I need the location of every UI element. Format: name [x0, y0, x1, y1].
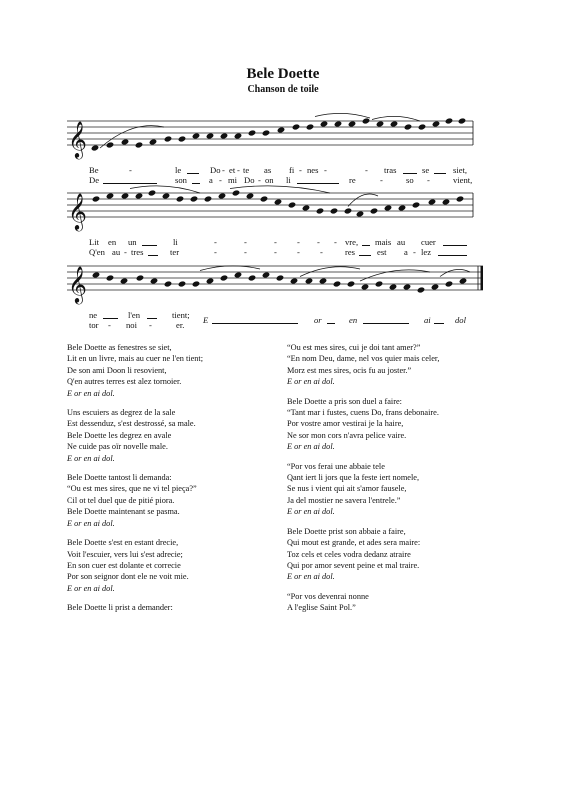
note-head	[192, 280, 200, 287]
verse-line: “Tant mar i fustes, cuens Do, frans debonaire.	[287, 408, 439, 418]
verse-line: Lit en un livre, mais au cuer ne l'en tient;	[67, 354, 204, 364]
lyric-syllable: ne	[89, 310, 98, 320]
lyric-syllable: au	[112, 247, 121, 257]
verse-line: Cil ot tel duel que de pitié piora.	[67, 495, 175, 505]
note-head	[277, 126, 285, 133]
final-bar-line	[481, 266, 484, 290]
verse-line: “En nom Deu, dame, nel vos quier mais celer,	[287, 354, 440, 364]
verse-line: Por son seignor dont ele ne voit mie.	[67, 572, 189, 582]
slur	[348, 194, 378, 207]
verse-line: Se nus i vient qui ait s'amor fausele,	[287, 484, 407, 494]
lyric-syllable: te	[243, 165, 250, 175]
stanza	[67, 602, 307, 613]
verse-line: En son cuer est dolante et correcie	[67, 560, 181, 570]
lyric-syllable: l'en	[128, 310, 141, 320]
note-head	[148, 189, 156, 196]
note-head	[370, 207, 378, 214]
lyric-syllable: vre,	[345, 237, 359, 247]
note-head	[306, 123, 314, 130]
note-head	[121, 192, 129, 199]
lyric-extender	[359, 255, 371, 256]
stanza	[287, 591, 527, 614]
lyric-hyphen: -	[380, 175, 383, 185]
lyric-hyphen: -	[334, 237, 337, 247]
stanza	[67, 472, 307, 529]
refrain-syllable: or	[314, 315, 322, 325]
stanza	[67, 537, 307, 594]
note-head	[246, 192, 254, 199]
note-head	[347, 280, 355, 287]
treble-clef-icon: 𝄞	[68, 265, 87, 303]
lyric-syllable: noi	[126, 320, 137, 330]
note-head	[162, 192, 170, 199]
note-head	[220, 274, 228, 281]
note-head	[135, 141, 143, 148]
note-head	[384, 204, 392, 211]
verse-line: “Ou est mes sires, que ne vi tel pieça?”	[67, 484, 197, 494]
note-head	[220, 132, 228, 139]
note-head	[390, 120, 398, 127]
lyric-syllable: tor	[89, 320, 99, 330]
note-head	[432, 120, 440, 127]
note-head	[260, 195, 268, 202]
lyric-syllable: ter	[170, 247, 180, 257]
note-head	[121, 138, 129, 145]
verse-line: Bele Doette prist son abbaie a faire,	[287, 526, 406, 536]
poem-column-right	[287, 342, 527, 622]
note-head	[192, 132, 200, 139]
note-head	[389, 283, 397, 290]
note-head	[404, 123, 412, 130]
note-head	[276, 274, 284, 281]
verse-line: “Por vos devenrai nonne	[287, 591, 369, 601]
note-head	[403, 283, 411, 290]
lyric-extender	[443, 245, 467, 246]
lyric-hyphen: -	[214, 247, 217, 257]
lyric-syllable: tient;	[172, 310, 190, 320]
lyric-syllable: lez	[421, 247, 432, 257]
note-head	[320, 120, 328, 127]
lyric-syllable: cuer	[421, 237, 436, 247]
lyric-hyphen: -	[320, 247, 323, 257]
note-head	[361, 283, 369, 290]
note-head	[288, 201, 296, 208]
stanza	[287, 342, 527, 388]
verse-line: Bele Doette li prist a demander:	[67, 603, 173, 613]
note-head	[92, 195, 100, 202]
note-head	[234, 132, 242, 139]
note-head	[150, 277, 158, 284]
lyric-syllable: res	[345, 247, 356, 257]
note-head	[120, 277, 128, 284]
lyric-syllable: on	[265, 175, 274, 185]
stanza	[67, 407, 307, 464]
slur	[440, 269, 470, 276]
lyric-syllable: et	[229, 165, 236, 175]
lyric-extender	[192, 183, 200, 184]
verse-line: Ne sor mon cors n'avra pelice vaire.	[287, 430, 407, 440]
lyric-syllable: siet,	[453, 165, 468, 175]
lyric-syllable: as	[264, 165, 272, 175]
verse-line: Bele Doette maintenant se pasma.	[67, 507, 180, 517]
verse-line: “Ou est mes sires, cui je doi tant amer?”	[287, 343, 421, 352]
note-head	[305, 277, 313, 284]
lyric-syllable: le	[175, 165, 182, 175]
refrain-line: E or en ai dol.	[67, 583, 115, 593]
lyric-syllable: Do	[244, 175, 255, 185]
staff-system-3	[67, 265, 483, 304]
lyric-syllable: Be	[89, 165, 99, 175]
note-head	[164, 135, 172, 142]
lyric-extender	[103, 183, 157, 184]
lyric-syllable: a	[209, 175, 213, 185]
stanza	[287, 526, 527, 583]
note-head	[333, 280, 341, 287]
verse-line: Est dessenduz, s'est destrossé, sa male.	[67, 419, 196, 429]
lyric-syllable: Lit	[89, 237, 100, 247]
refrain-line: E or en ai dol.	[287, 377, 335, 387]
lyric-syllable: De	[89, 175, 100, 185]
lyric-hyphen: -	[365, 165, 368, 175]
refrain-line: E or en ai dol.	[67, 453, 115, 463]
lyric-syllable: fi	[289, 165, 295, 175]
slur	[372, 116, 420, 121]
note-head	[428, 198, 436, 205]
lyric-syllable: re	[349, 175, 356, 185]
note-head	[176, 195, 184, 202]
note-head	[375, 280, 383, 287]
lyric-syllable: mi	[228, 175, 238, 185]
note-head	[135, 192, 143, 199]
lyric-syllable: er.	[176, 320, 185, 330]
lyric-extender	[434, 323, 444, 324]
verse-line: Ne cuide pas oïr novelle male.	[67, 442, 168, 452]
verse-line: De son ami Doon li resovient,	[67, 365, 167, 375]
note-head	[445, 117, 453, 124]
note-head	[319, 277, 327, 284]
lyric-hyphen: -	[219, 175, 222, 185]
verse-line: Qant iert li jors que la feste iert nomele,	[287, 473, 420, 483]
lyric-syllable: au	[397, 237, 406, 247]
stanza	[287, 461, 527, 518]
slur	[230, 186, 330, 193]
lyric-syllable: est	[377, 247, 387, 257]
lyric-extender	[142, 245, 157, 246]
note-head	[190, 195, 198, 202]
treble-clef-icon: 𝄞	[68, 120, 87, 158]
lyric-extender	[297, 183, 339, 184]
note-head	[334, 120, 342, 127]
verse-line: Toz cels et celes vodra dedanz atraire	[287, 549, 411, 559]
slur	[360, 270, 430, 281]
refrain-line: E or en ai dol.	[67, 388, 115, 398]
note-head	[348, 120, 356, 127]
note-head	[417, 286, 425, 293]
note-head	[149, 138, 157, 145]
lyric-extender	[327, 323, 335, 324]
note-head	[178, 280, 186, 287]
lyric-hyphen: -	[222, 165, 225, 175]
note-head	[431, 283, 439, 290]
lyric-hyphen: -	[108, 320, 111, 330]
lyric-extender	[212, 323, 298, 324]
verse-line: Bele Doette as fenestres se siet,	[67, 343, 172, 352]
refrain-line: E or en ai dol.	[287, 442, 335, 452]
slur	[300, 267, 360, 277]
note-head	[445, 280, 453, 287]
verse-line: “Por vos ferai une abbaie tele	[287, 461, 385, 471]
lyric-syllable: so	[406, 175, 414, 185]
note-head	[136, 274, 144, 281]
lyric-hyphen: -	[297, 247, 300, 257]
note-head	[330, 207, 338, 214]
note-head	[92, 271, 100, 278]
stanza	[287, 396, 527, 453]
lyric-syllable: a	[404, 247, 408, 257]
note-head	[458, 117, 466, 124]
lyric-extender	[403, 173, 417, 174]
slur	[200, 266, 260, 271]
note-head	[106, 274, 114, 281]
song-title: Bele Doette	[246, 66, 320, 82]
lyric-hyphen: -	[258, 175, 261, 185]
staff-system-2	[67, 186, 473, 231]
lyric-syllable: son	[175, 175, 187, 185]
lyric-hyphen: -	[274, 247, 277, 257]
refrain-line: E or en ai dol.	[287, 507, 335, 517]
note-head	[376, 120, 384, 127]
lyric-hyphen: -	[214, 237, 217, 247]
lyric-extender	[362, 245, 370, 246]
lyric-syllable: mais	[375, 237, 392, 247]
lyric-extender	[147, 318, 157, 319]
lyric-hyphen: -	[244, 247, 247, 257]
lyric-hyphen: -	[237, 165, 240, 175]
song-subtitle: Chanson de toile	[247, 84, 319, 95]
lyric-hyphen: -	[244, 237, 247, 247]
lyric-syllable: en	[108, 237, 117, 247]
lyric-extender	[434, 173, 446, 174]
note-head	[262, 129, 270, 136]
note-head	[234, 271, 242, 278]
lyric-syllable: nes	[307, 165, 319, 175]
verse-line: Uns escuiers as degrez de la sale	[67, 408, 176, 418]
refrain-line: E or en ai dol.	[287, 572, 335, 582]
lyric-extender	[363, 323, 409, 324]
note-head	[459, 277, 467, 284]
verse-line: Bele Doette tantost li demanda:	[67, 473, 172, 483]
lyric-hyphen: -	[317, 237, 320, 247]
note-head	[218, 192, 226, 199]
verse-line: A l'eglise Saint Pol.”	[287, 603, 356, 613]
lyric-hyphen: -	[129, 165, 132, 175]
note-head	[442, 198, 450, 205]
lyric-extender	[187, 173, 199, 174]
note-head	[316, 207, 324, 214]
verse-line: Ja del mostier ne savera l'entrele.”	[287, 495, 401, 505]
refrain-line: E or en ai dol.	[67, 518, 115, 528]
note-head	[248, 274, 256, 281]
verse-line: Bele Doette s'est en estant drecie,	[67, 538, 179, 548]
lyric-syllable: li	[173, 237, 178, 247]
refrain-syllable: E	[203, 315, 209, 325]
verse-line: Voit l'escuier, vers lui s'est adrecie;	[67, 549, 183, 559]
note-head	[456, 195, 464, 202]
treble-clef-icon: 𝄞	[68, 192, 87, 230]
lyric-syllable: li	[286, 175, 291, 185]
verse-line: Bele Doette a pris son duel a faire:	[287, 396, 402, 406]
verse-line: Qui por amor sevent peine et mal traire.	[287, 560, 420, 570]
note-head	[262, 271, 270, 278]
staff-system-1	[67, 113, 473, 159]
verse-line: Morz est mes sires, ocis fu au joster.”	[287, 365, 412, 375]
lyric-syllable: Q'en	[89, 247, 105, 257]
lyric-hyphen: -	[274, 237, 277, 247]
note-head	[178, 135, 186, 142]
note-head	[274, 198, 282, 205]
lyric-hyphen: -	[299, 165, 302, 175]
note-head	[302, 204, 310, 211]
note-head	[292, 123, 300, 130]
note-head	[91, 144, 99, 151]
note-head	[290, 277, 298, 284]
note-head	[164, 280, 172, 287]
lyric-extender	[103, 318, 118, 319]
refrain-syllable: ai	[424, 315, 431, 325]
refrain-syllable: en	[349, 315, 358, 325]
lyric-hyphen: -	[297, 237, 300, 247]
note-head	[232, 189, 240, 196]
lyric-hyphen: -	[124, 247, 127, 257]
note-head	[204, 195, 212, 202]
lyric-syllable: vient,	[453, 175, 473, 185]
lyric-syllable: tras	[384, 165, 397, 175]
slur	[130, 186, 200, 193]
refrain-syllable: dol	[455, 315, 466, 325]
stanza	[67, 342, 307, 399]
note-head	[106, 192, 114, 199]
verse-line: Qui mout est grande, et ades sera maire:	[287, 538, 421, 548]
lyric-syllable: un	[128, 237, 137, 247]
slur	[315, 113, 370, 118]
verse-line: Por vostre amor vestirai je la haire,	[287, 419, 404, 429]
verse-line: Bele Doette les degrez en avale	[67, 430, 172, 440]
lyric-hyphen: -	[427, 175, 430, 185]
lyric-syllable: tres	[131, 247, 144, 257]
lyric-extender	[438, 255, 467, 256]
note-head	[206, 277, 214, 284]
note-head	[206, 132, 214, 139]
lyric-syllable: Do	[210, 165, 221, 175]
lyric-hyphen: -	[413, 247, 416, 257]
note-head	[362, 117, 370, 124]
lyric-hyphen: -	[324, 165, 327, 175]
verse-line: Q'en autres terres est alez tornoier.	[67, 377, 182, 387]
note-head	[356, 210, 364, 217]
lyric-syllable: se	[422, 165, 430, 175]
note-head	[248, 129, 256, 136]
poem-column-left	[67, 342, 307, 622]
note-head	[412, 201, 420, 208]
note-head	[418, 123, 426, 130]
note-head	[344, 207, 352, 214]
note-head	[398, 204, 406, 211]
lyric-hyphen: -	[149, 320, 152, 330]
lyric-extender	[148, 255, 158, 256]
